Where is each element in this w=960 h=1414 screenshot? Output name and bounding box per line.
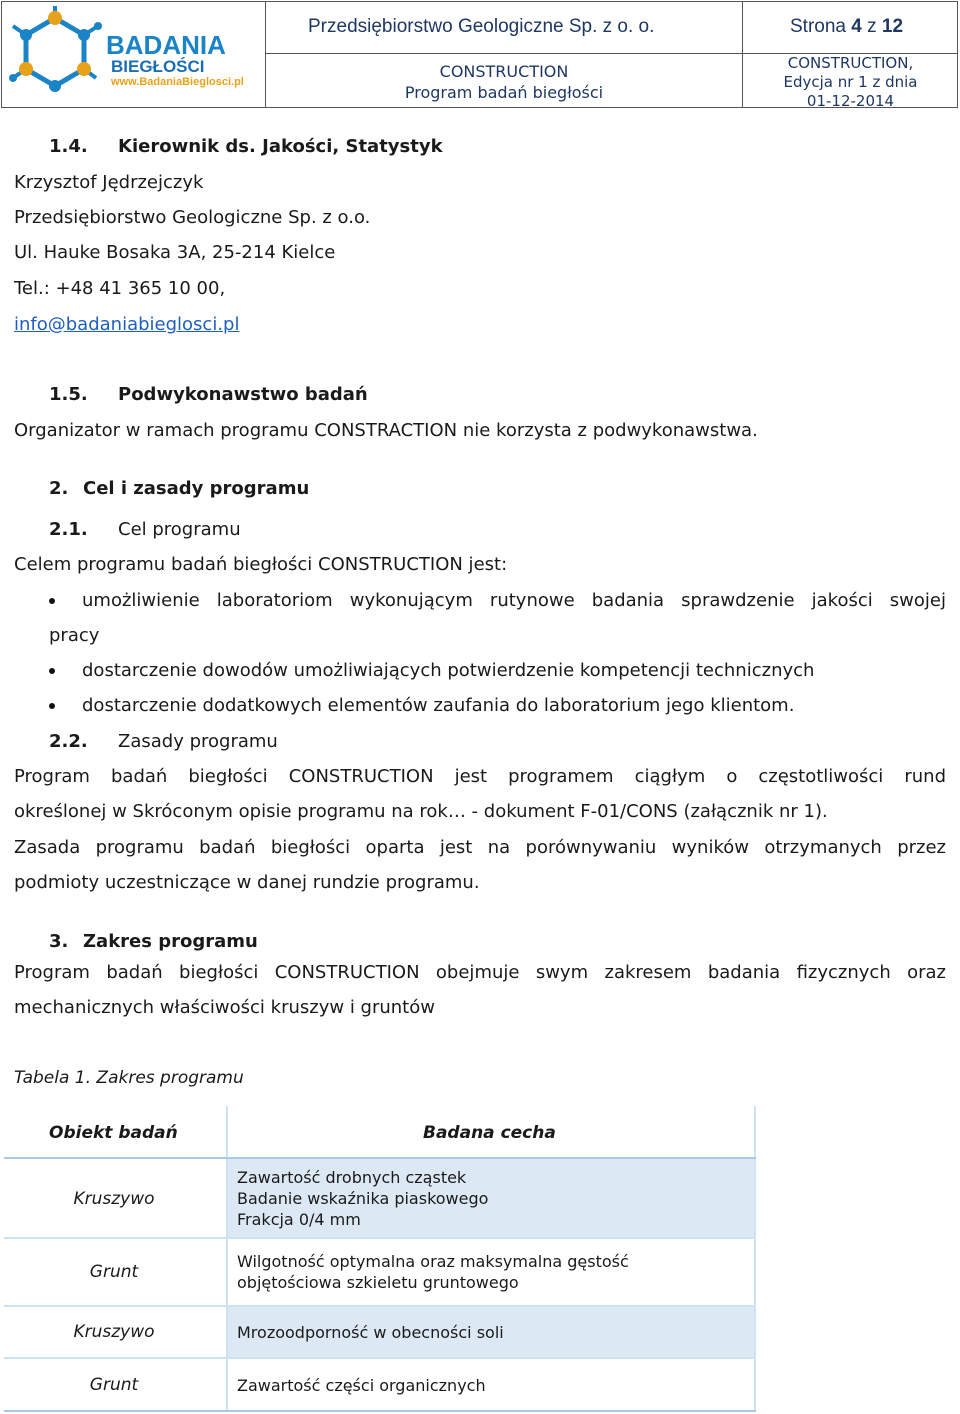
page-separator: z [867,16,877,37]
section-1-5-title: Podwykonawstwo badań [118,384,368,405]
section-2-2-number: 2.2. [49,731,88,752]
header-program-code: CONSTRUCTION [439,62,569,81]
table-cell-object: Kruszywo [73,1322,155,1342]
section-2-1-title: Cel programu [118,519,241,540]
molecule-icon [8,6,103,98]
table-cell-feature: Zawartość drobnych cząstek [237,1168,467,1187]
table-cell-feature: objętościowa szkieletu gruntowego [237,1273,519,1292]
table-cell-feature: Frakcja 0/4 mm [237,1210,361,1229]
contact-email-link[interactable]: info@badaniabieglosci.pl [14,314,240,335]
section-2-1-number: 2.1. [49,519,88,540]
section-3-number: 3. [49,931,69,952]
header-doc-code: CONSTRUCTION, [787,54,914,72]
section-1-4-number: 1.4. [49,136,88,157]
header-divider [742,2,743,107]
table-border [4,1357,756,1359]
table-border [4,1237,756,1239]
table-border [226,1106,228,1411]
section-1-5-text: Organizator w ramach programu CONSTRACTION nie korzysta z podwykonawstwa. [14,420,758,441]
table-border [4,1410,756,1412]
table-cell-feature: Wilgotność optymalna oraz maksymalna gęstość [237,1252,629,1271]
contact-company: Przedsiębiorstwo Geologiczne Sp. z o.o. [14,207,371,228]
bullet-icon [49,668,55,674]
table-cell-feature: Badanie wskaźnika piaskowego [237,1189,489,1208]
section-1-4-title: Kierownik ds. Jakości, Statystyk [118,136,443,157]
header-program-name: Program badań biegłości [404,83,604,102]
section-3-title: Zakres programu [83,931,258,952]
page-label: Strona [790,16,846,37]
header-edition: Edycja nr 1 z dnia [783,73,918,91]
logo-word-badania: BADANIA [106,30,226,60]
section-2-2-title: Zasady programu [118,731,278,752]
goal-item-2: dostarczenie dowodów umożliwiających potwierdzenie kompetencji technicznych [82,660,815,681]
bullet-icon [49,703,55,709]
logo-url: www.BadaniaBieglosci.pl [111,76,244,88]
scope-line-1: Program badań biegłości CONSTRUCTION obejmuje swym zakresem badania fizycznych oraz [14,962,946,983]
table-border [4,1157,756,1159]
page-current: 4 [851,16,862,37]
goal-item-1-continuation: pracy [49,625,100,646]
table-cell-object: Kruszywo [73,1189,155,1209]
logo-word-bieglosci: BIEGŁOŚCI [111,57,205,76]
rules-line-1: Program badań biegłości CONSTRUCTION jest programem ciągłym o częstotliwości rund [14,766,946,787]
table-cell-feature: Zawartość części organicznych [237,1376,486,1395]
goal-item-1: umożliwienie laboratoriom wykonującym rutynowe badania sprawdzenie jakości swojej [82,590,946,611]
contact-phone: Tel.: +48 41 365 10 00, [14,278,226,299]
page-header [1,1,958,108]
table-header-object: Obiekt badań [49,1123,178,1143]
section-2-title: Cel i zasady programu [83,478,310,499]
header-page-number [790,16,903,38]
goal-item-3: dostarczenie dodatkowych elementów zaufania do laboratorium jego klientom. [82,695,795,716]
table-cell-object: Grunt [89,1375,139,1395]
table-header-feature: Badana cecha [423,1123,556,1143]
section-1-5-number: 1.5. [49,384,88,405]
header-company: Przedsiębiorstwo Geologiczne Sp. z o. o. [308,16,655,37]
table-cell-feature: Mrozoodporność w obecności soli [237,1323,504,1342]
header-date: 01-12-2014 [806,92,895,110]
page-total: 12 [881,16,904,37]
table-border [4,1305,756,1307]
rules-line-3: Zasada programu badań biegłości oparta jest na porównywaniu wyników otrzymanych przez [14,837,946,858]
bullet-icon [49,598,55,604]
company-logo [8,6,263,104]
contact-name: Krzysztof Jędrzejczyk [14,172,204,193]
table-cell-object: Grunt [89,1262,139,1282]
rules-line-4: podmioty uczestniczące w danej rundzie programu. [14,872,480,893]
section-2-number: 2. [49,478,69,499]
rules-line-2: określonej w Skróconym opisie programu na rok… - dokument F-01/CONS (załącznik nr 1). [14,801,828,822]
section-2-1-intro: Celem programu badań biegłości CONSTRUCTION jest: [14,554,508,575]
scope-line-2: mechanicznych właściwości kruszyw i gruntów [14,997,435,1018]
table-caption: Tabela 1. Zakres programu [14,1068,244,1088]
contact-address: Ul. Hauke Bosaka 3A, 25-214 Kielce [14,242,336,263]
table-border [754,1106,756,1411]
